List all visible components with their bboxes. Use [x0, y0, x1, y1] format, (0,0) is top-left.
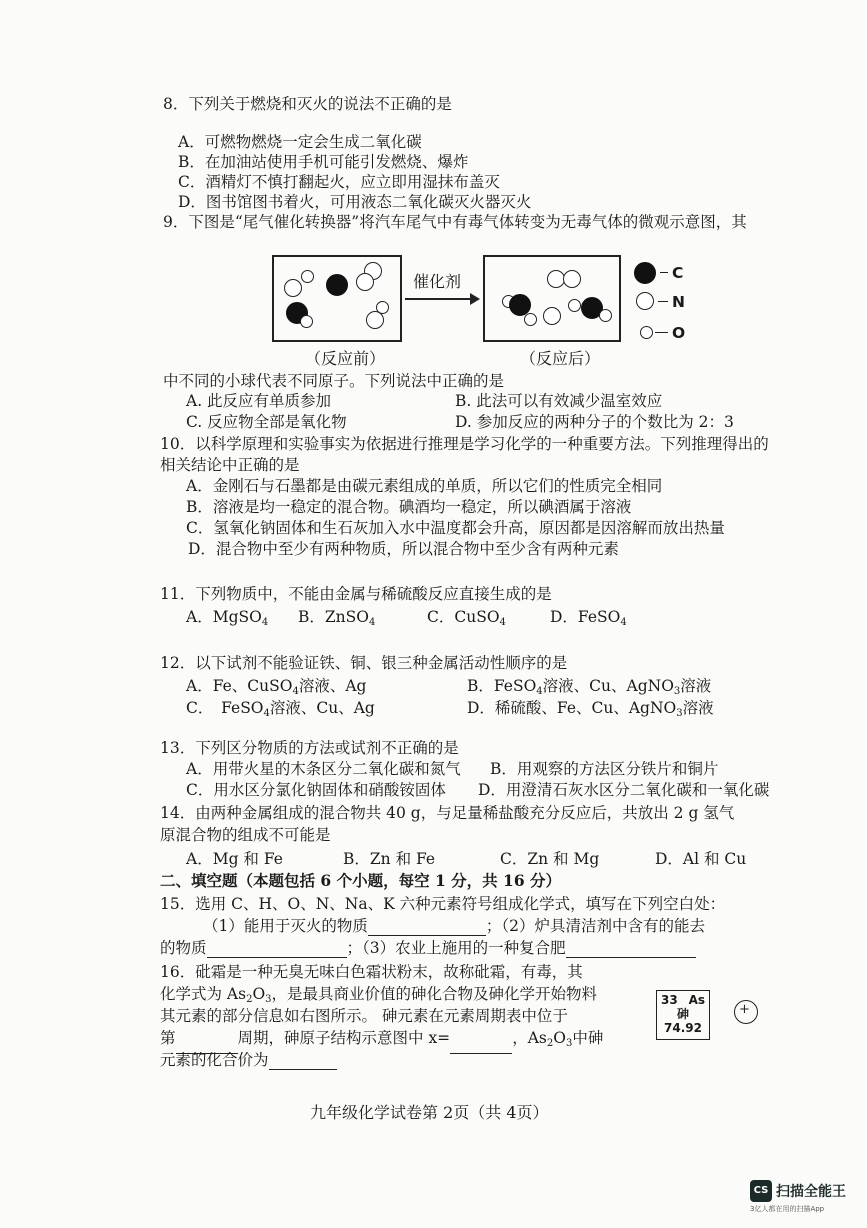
q14-option-d: D．Al 和 Cu — [655, 850, 747, 868]
n-atom — [366, 311, 384, 329]
blank-3[interactable] — [566, 941, 696, 958]
plus-sign-icon: + — [739, 1002, 750, 1017]
scanner-watermark — [750, 1180, 846, 1214]
q15-stem: 15．选用 C、H、O、N、Na、K 六种元素符号组成化学式，填写在下列空白处： — [160, 895, 726, 913]
blank-x[interactable] — [450, 1037, 512, 1054]
q9-stem: 9．下图是“尾气催化转换器”将汽车尾气中有毒气体转变为无毒气体的微观示意图，其 — [163, 213, 747, 231]
q12-stem: 12．以下试剂不能验证铁、铜、银三种金属活动性顺序的是 — [160, 654, 568, 672]
blank-2[interactable] — [207, 941, 347, 958]
after-caption: （反应后） — [520, 349, 601, 368]
q14-option-b: B．Zn 和 Fe — [343, 850, 436, 868]
q10-option-c: C．氢氧化钠固体和生石灰加入水中温度都会升高，原因都是因溶解而放出热量 — [186, 519, 725, 537]
app-tagline: 3亿人都在用的扫描App — [750, 1205, 825, 1213]
periodic-element-cell — [656, 990, 710, 1040]
n-atom — [356, 273, 374, 291]
after-box — [483, 255, 621, 342]
element-symbol: As — [688, 993, 705, 1007]
q14-option-a: A．Mg 和 Fe — [186, 850, 283, 868]
n-atom — [563, 270, 581, 288]
legend-n: N — [672, 293, 685, 311]
q14-option-c: C．Zn 和 Mg — [500, 850, 600, 868]
app-logo-icon: CS — [750, 1180, 772, 1202]
q11-option-d: D．FeSO$_4$ — [550, 608, 627, 628]
q16-line-2: 化学式为 $As_2O_3$，是最具商业价值的砷化合物及砷化学开始物料 — [160, 985, 598, 1005]
q16-line-5: 元素的化合价为 — [160, 1050, 337, 1070]
before-box — [272, 255, 402, 342]
q9-option-b: B. 此法可以有效减少温室效应 — [455, 392, 663, 410]
blank-1[interactable] — [368, 919, 486, 936]
q9-option-c: C. 反应物全部是氧化物 — [186, 413, 347, 431]
q8-option-c: C．酒精灯不慎打翻起火，应立即用湿抹布盖灭 — [178, 173, 500, 191]
c-atom — [326, 274, 348, 296]
q13-option-a: A．用带火星的木条区分二氧化碳和氮气 — [186, 760, 461, 778]
atomic-mass: 74.92 — [664, 1021, 702, 1035]
q10-stem-1: 10．以科学原理和实验事实为依据进行推理是学习化学的一种重要方法。下列推理得出的 — [160, 435, 769, 453]
q13-option-c: C．用水区分氯化钠固体和硝酸铵固体 — [186, 781, 446, 799]
legend-c: C — [672, 264, 684, 282]
o-atom — [599, 309, 612, 322]
q11-option-b: B．ZnSO$_4$ — [298, 608, 376, 628]
q13-stem: 13．下列区分物质的方法或试剂不正确的是 — [160, 739, 459, 757]
atomic-number: 33 — [661, 993, 678, 1007]
o-atom — [301, 270, 314, 283]
q16-line-4: 第 周期，砷原子结构示意图中 x= ，$As_2O_3$中砷 — [160, 1028, 603, 1054]
q15-line-2: 的物质 ；（3）农业上施用的一种复合肥 — [160, 938, 696, 958]
q8-stem: 8．下列关于燃烧和灭火的说法不正确的是 — [163, 95, 452, 113]
q8-option-b: B．在加油站使用手机可能引发燃烧、爆炸 — [178, 153, 469, 171]
element-name: 砷 — [676, 1007, 689, 1021]
legend-o: O — [672, 324, 686, 342]
q16-line-1: 16．砒霜是一种无臭无味白色霜状粉末，故称砒霜，有毒，其 — [160, 963, 583, 981]
app-name: 扫描全能王 — [776, 1184, 846, 1200]
q11-stem: 11．下列物质中，不能由金属与稀硫酸反应直接生成的是 — [160, 585, 552, 603]
before-caption: （反应前） — [305, 349, 386, 368]
n-atom — [284, 279, 302, 297]
q12-option-b: B．FeSO$_4$溶液、Cu、AgNO$_3$溶液 — [467, 677, 712, 697]
q9-option-a: A. 此反应有单质参加 — [186, 392, 332, 410]
q14-stem-1: 14．由两种金属组成的混合物共 40 g，与足量稀盐酸充分反应后，共放出 2 g 氢气 — [160, 804, 735, 822]
n-atom — [543, 307, 561, 325]
page-footer: 九年级化学试卷第 2页（共 4页） — [310, 1103, 549, 1122]
o-atom — [568, 299, 581, 312]
catalyst-label: 催化剂 — [413, 272, 462, 291]
oxygen-legend-icon — [640, 326, 653, 339]
blank-valence[interactable] — [269, 1053, 337, 1070]
q10-option-b: B．溶液是均一稳定的混合物。碘酒均一稳定，所以碘酒属于溶液 — [186, 498, 632, 516]
q10-option-d: D．混合物中至少有两种物质，所以混合物中至少含有两种元素 — [188, 540, 619, 558]
q8-option-a: A．可燃物燃烧一定会生成二氧化碳 — [178, 133, 422, 151]
q11-option-c: C．CuSO$_4$ — [427, 608, 506, 628]
o-atom — [524, 313, 537, 326]
q16-line-3: 其元素的部分信息如右图所示。 砷元素在元素周期表中位于 — [160, 1007, 568, 1025]
nitrogen-legend-icon — [636, 292, 654, 310]
q12-option-d: D．稀硫酸、Fe、Cu、AgNO$_3$溶液 — [467, 699, 714, 719]
q10-option-a: A．金刚石与石墨都是由碳元素组成的单质，所以它们的性质完全相同 — [186, 477, 663, 495]
q8-option-d: D．图书馆图书着火，可用液态二氧化碳灭火器灭火 — [178, 193, 532, 211]
q10-stem-2: 相关结论中正确的是 — [160, 456, 300, 474]
section-2-heading: 二、填空题（本题包括 6 个小题，每空 1 分，共 16 分） — [160, 871, 562, 890]
q14-stem-2: 原混合物的组成不可能是 — [160, 826, 331, 844]
arrow-head — [470, 293, 480, 305]
q12-option-c: C． FeSO$_4$溶液、Cu、Ag — [186, 699, 375, 719]
reaction-arrow — [405, 298, 475, 300]
q13-option-b: B．用观察的方法区分铁片和铜片 — [490, 760, 719, 778]
q11-option-a: A．MgSO$_4$ — [186, 608, 269, 628]
q12-option-a: A．Fe、CuSO$_4$溶液、Ag — [186, 677, 367, 697]
o-atom — [300, 315, 313, 328]
q9-option-d: D. 参加反应的两种分子的个数比为 2：3 — [455, 413, 734, 431]
q13-option-d: D．用澄清石灰水区分二氧化碳和一氧化碳 — [478, 781, 770, 799]
carbon-legend-icon — [634, 262, 656, 284]
q9-stem-cont: 中不同的小球代表不同原子。下列说法中正确的是 — [163, 372, 505, 390]
q15-line-1: （1）能用于灭火的物质 ；（2）炉具清洁剂中含有的能去 — [203, 917, 705, 935]
